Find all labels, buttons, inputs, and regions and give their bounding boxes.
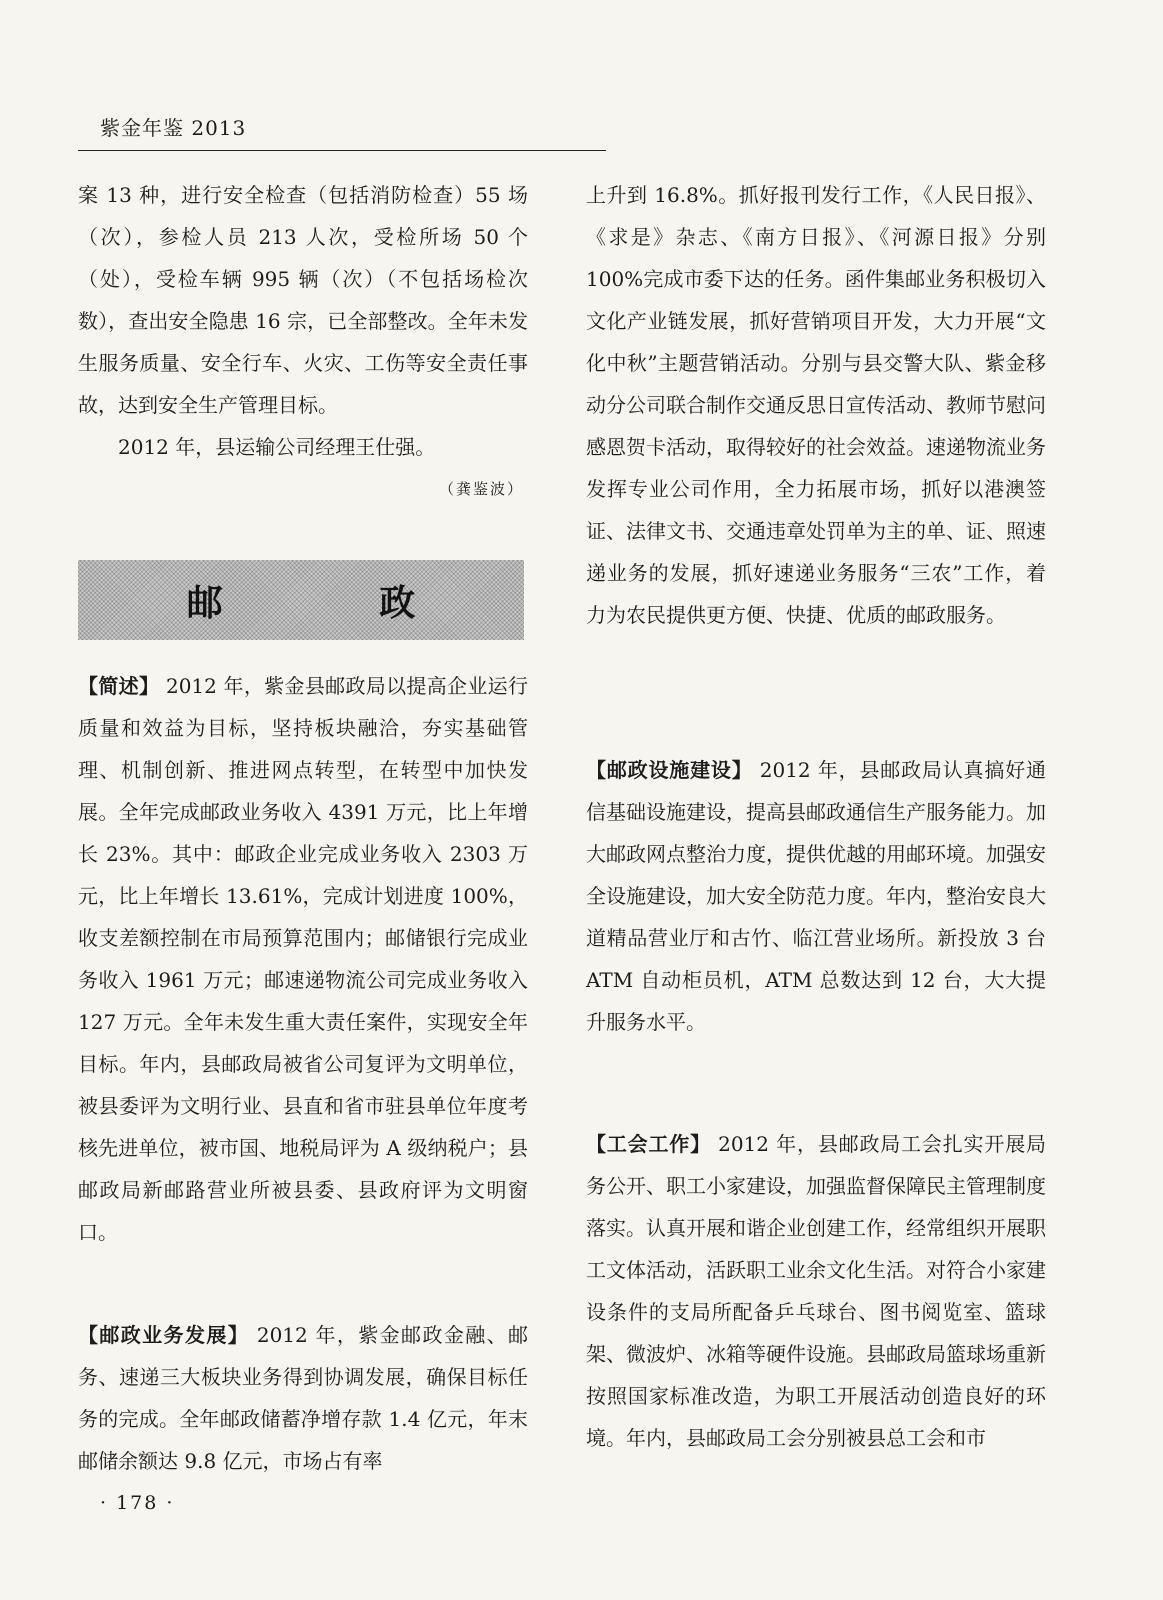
article-text: 2012 年，紫金邮政金融、邮务、速递三大板块业务得到协调发展，确保目标任务的完成。全年邮政储蓄净增存款 1.4 亿元，年末邮储余额达 9.8 亿元，市场占有率 [78, 1323, 528, 1473]
header-rule [78, 150, 606, 151]
section-banner [78, 560, 524, 640]
article-heading: 【工会工作】 [586, 1132, 711, 1156]
article-overview [78, 665, 528, 1253]
section-title: 邮 政 [186, 582, 488, 624]
right-column-continuation [586, 174, 1046, 636]
article-heading: 【简述】 [78, 674, 160, 698]
article-heading: 【邮政业务发展】 [78, 1323, 250, 1347]
author-credit: （龚鉴波） [438, 480, 524, 498]
intro-paragraph: 案 13 种，进行安全检查（包括消防检查）55 场（次），参检人员 213 人次，受检所场 50 个（处），受检车辆 995 辆（次）（不包括场检次数），查出安全隐患 16 宗，已全部整改。全年未发生服务质量、安全行车、火灾、工伤等安全责任事故，达到安全生产管理目标。 [78, 183, 528, 417]
article-union-work [586, 1123, 1046, 1459]
left-column-intro [78, 174, 528, 510]
article-business-development [78, 1314, 528, 1482]
article-heading: 【邮政设施建设】 [586, 758, 753, 782]
article-text: 2012 年，县邮政局工会扎实开展局务公开、职工小家建设，加强监督保障民主管理制度落实。认真开展和谐企业创建工作，经常组织开展职工文体活动，活跃职工业余文化生活。对符合小家建设条件的支局所配备乒乓球台、图书阅览室、篮球架、微波炉、冰箱等硬件设施。县邮政局篮球场重新按照国家标准改造，为职工开展活动创造良好的环境。年内，县邮政局工会分别被县总工会和市 [586, 1132, 1047, 1450]
manager-line: 2012 年，县运输公司经理王仕强。 [118, 435, 436, 459]
article-text: 2012 年，县邮政局认真搞好通信基础设施建设，提高县邮政通信生产服务能力。加大邮政网点整治力度，提供优越的用邮环境。加强安全设施建设，加大安全防范力度。年内，整治安良大道精品营业厅和古竹、临江营业场所。新投放 3 台 ATM 自动柜员机，ATM 总数达到 12 台，大大提升服务水平。 [586, 758, 1047, 1034]
article-text: 2012 年，紫金县邮政局以提高企业运行质量和效益为目标，坚持板块融洽，夯实基础管理、机制创新、推进网点转型，在转型中加快发展。全年完成邮政业务收入 4391 万元，比上年增长 23%。其中：邮政企业完成业务收入 2303 万元，比上年增长 13.61%，完成计划进度 100%，收支差额控制在市局预算范围内；邮储银行完成业务收入 1961 万元；邮速递物流公司完成业务收入 127 万元。全年未发生重大责任案件，实现安全年目标。年内，县邮政局被省公司复评为文明单位，被县委评为文明行业、县直和省市驻县单位年度考核先进单位，被市国、地税局评为 A 级纳税户；县邮政局新邮路营业所被县委、县政府评为文明窗口。 [78, 674, 529, 1244]
page-number: · 178 · [100, 1492, 175, 1514]
article-facility-construction [586, 749, 1046, 1043]
continuation-paragraph: 上升到 16.8%。抓好报刊发行工作，《人民日报》、《求是》杂志、《南方日报》、《河源日报》分别 100%完成市委下达的任务。函件集邮业务积极切入文化产业链发展，抓好营销项目开发，大力开展“文化中秋”主题营销活动。分别与县交警大队、紫金移动分公司联合制作交通反思日宣传活动、教师节慰问感恩贺卡活动，取得较好的社会效益。速递物流业务发挥专业公司作用，全力拓展市场，抓好以港澳签证、法律文书、交通违章处罚单为主的单、证、照速递业务的发展，抓好速递业务服务“三农”工作，着力为农民提供更方便、快捷、优质的邮政服务。 [586, 183, 1046, 627]
running-header: 紫金年鉴 2013 [100, 116, 247, 140]
